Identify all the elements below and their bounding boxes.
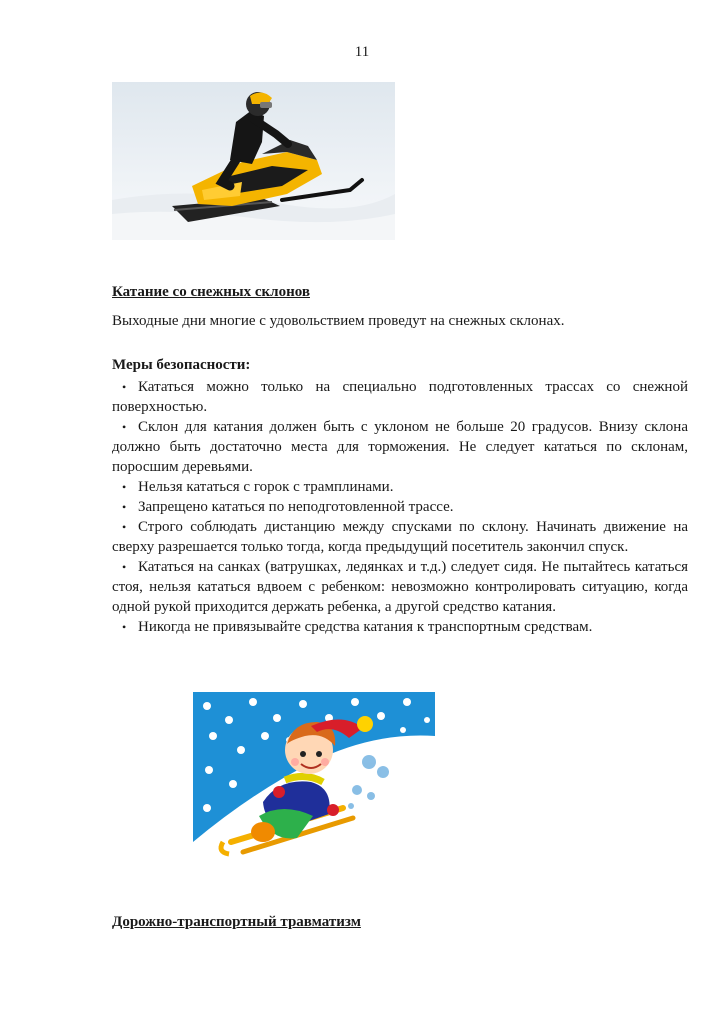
list-item: [112, 517, 688, 557]
list-item: [112, 477, 688, 497]
section-title-sledding: Катание со снежных склонов: [112, 284, 310, 300]
list-item: [112, 377, 688, 417]
list-item: [112, 417, 688, 477]
safety-measures-title: Меры безопасности:: [112, 357, 251, 373]
list-item: [112, 497, 688, 517]
rule-text: Кататься можно только на специально подготовленных трассах со снежной поверхностью.: [112, 379, 688, 415]
safety-rules-list: [112, 377, 688, 637]
list-item: [112, 557, 688, 617]
rule-text: Строго соблюдать дистанцию между спусками по склону. Начинать движение на сверху разрешается только тогда, когда предыдущий посетитель закончил спуск.: [112, 519, 688, 555]
sledding-boy-illustration: [193, 692, 435, 868]
rule-text: Кататься на санках (ватрушках, ледянках и т.д.) следует сидя. Не пытайтесь кататься стоя, нельзя кататься вдвоем с ребенком: невозможно контролировать ситуацию, когда одной рукой приходится держать ребенка, а другой средство катания.: [112, 559, 688, 615]
bullet-icon: •: [122, 480, 127, 494]
list-item: [112, 617, 688, 637]
page-number: 11: [354, 44, 370, 60]
section-intro: Выходные дни многие с удовольствием проведут на снежных склонах.: [112, 313, 565, 329]
snowmobile-photo: [112, 82, 395, 240]
rule-text: Склон для катания должен быть с уклоном не больше 20 градусов. Внизу склона должно быть достаточно места для торможения. Не следует кататься по склонам, поросшим деревьями.: [112, 419, 688, 475]
section-title-road-traffic: Дорожно-транспортный травматизм: [112, 914, 361, 930]
rule-text: Никогда не привязывайте средства катания к транспортным средствам.: [138, 619, 593, 635]
bullet-icon: •: [122, 380, 127, 394]
bullet-icon: •: [122, 420, 127, 434]
bullet-icon: •: [122, 560, 127, 574]
rule-text: Нельзя кататься с горок с трамплинами.: [138, 479, 394, 495]
rule-text: Запрещено кататься по неподготовленной трассе.: [138, 499, 454, 515]
bullet-icon: •: [122, 500, 127, 514]
bullet-icon: •: [122, 620, 127, 634]
bullet-icon: •: [122, 520, 127, 534]
